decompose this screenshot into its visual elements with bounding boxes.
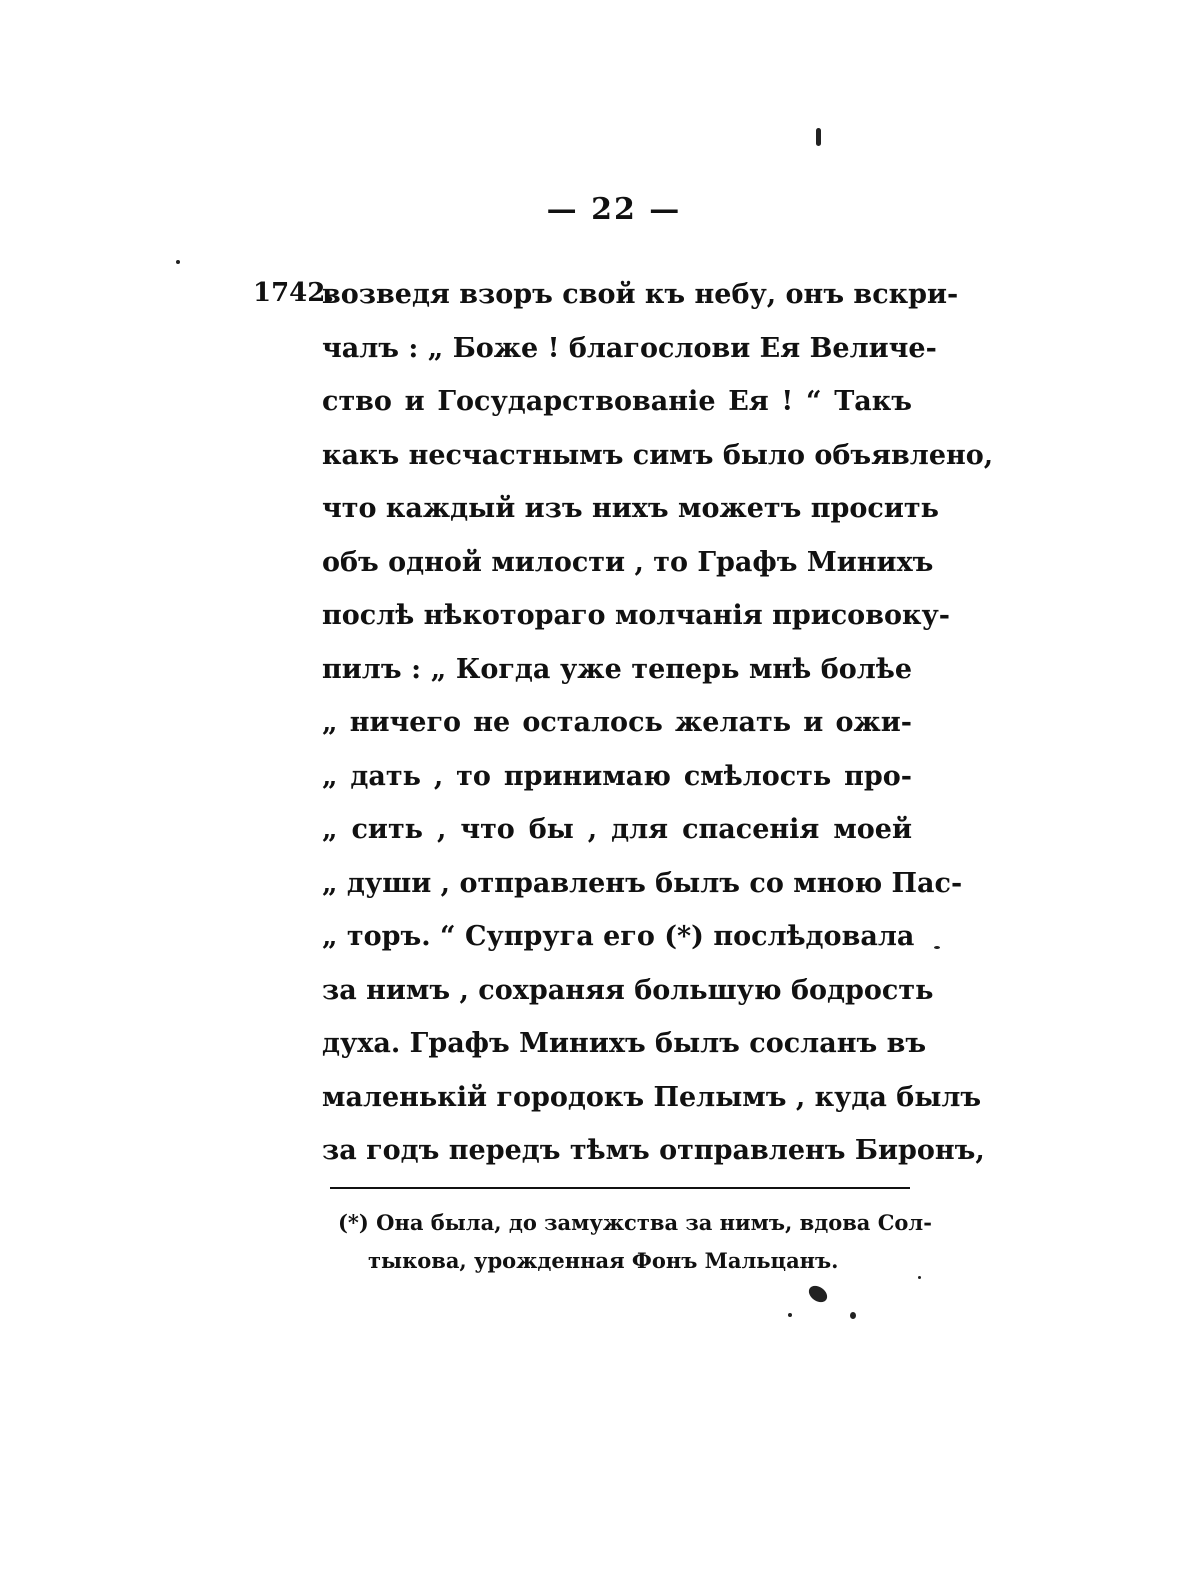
scan-speck: [850, 1312, 856, 1319]
footnote: [338, 1204, 932, 1280]
text-line: за годъ передъ тѣмъ отправленъ Биронъ,: [322, 1135, 985, 1166]
scan-speck: [816, 128, 821, 146]
scan-speck: [788, 1313, 792, 1317]
text-line: духа. Графъ Минихъ былъ сосланъ въ: [322, 1028, 927, 1059]
text-line: ство и Государствованіе Ея ! “ Такъ: [322, 386, 912, 417]
scan-speck: [176, 260, 180, 264]
body-text: [322, 268, 994, 1178]
scan-speck: [918, 1276, 921, 1279]
scan-speck: [806, 1283, 830, 1306]
margin-year: 1742.: [253, 278, 335, 308]
text-line: „ ничего не осталось желать и ожи-: [322, 707, 912, 738]
text-line: „ дать , то принимаю смѣлость про-: [322, 760, 912, 792]
text-line: „ сить , что бы , для спасенія моей: [322, 814, 912, 845]
footnote-line: (*) Она была, до замужства за нимъ, вдова Сол-: [338, 1210, 932, 1235]
footnote-line: тыкова, урожденная Фонъ Мальцанъ.: [368, 1248, 839, 1273]
text-line: чалъ : „ Боже ! благослови Ея Величе-: [322, 332, 937, 364]
text-line: за нимъ , сохраняя большую бодрость: [322, 974, 934, 1006]
text-line: что каждый изъ нихъ можетъ просить: [322, 493, 939, 524]
text-line: „ души , отправленъ былъ со мною Пас-: [322, 867, 963, 899]
page-number: — 22 —: [546, 192, 682, 227]
text-line: пилъ : „ Когда уже теперь мнѣ болѣе: [322, 653, 912, 685]
scan-speck: [934, 946, 940, 949]
text-line: послѣ нѣкотораго молчанія присовоку-: [322, 600, 950, 631]
text-line: какъ несчастнымъ симъ было объявлено,: [322, 439, 994, 471]
text-line: „ торъ. “ Супруга его (*) послѣдовала: [322, 921, 915, 952]
text-line: возведя взоръ свой къ небу, онъ вскри-: [322, 279, 959, 310]
text-line: маленькій городокъ Пелымъ , куда былъ: [322, 1081, 982, 1113]
text-line: объ одной милости , то Графъ Минихъ: [322, 546, 934, 578]
footnote-rule: [330, 1187, 910, 1189]
